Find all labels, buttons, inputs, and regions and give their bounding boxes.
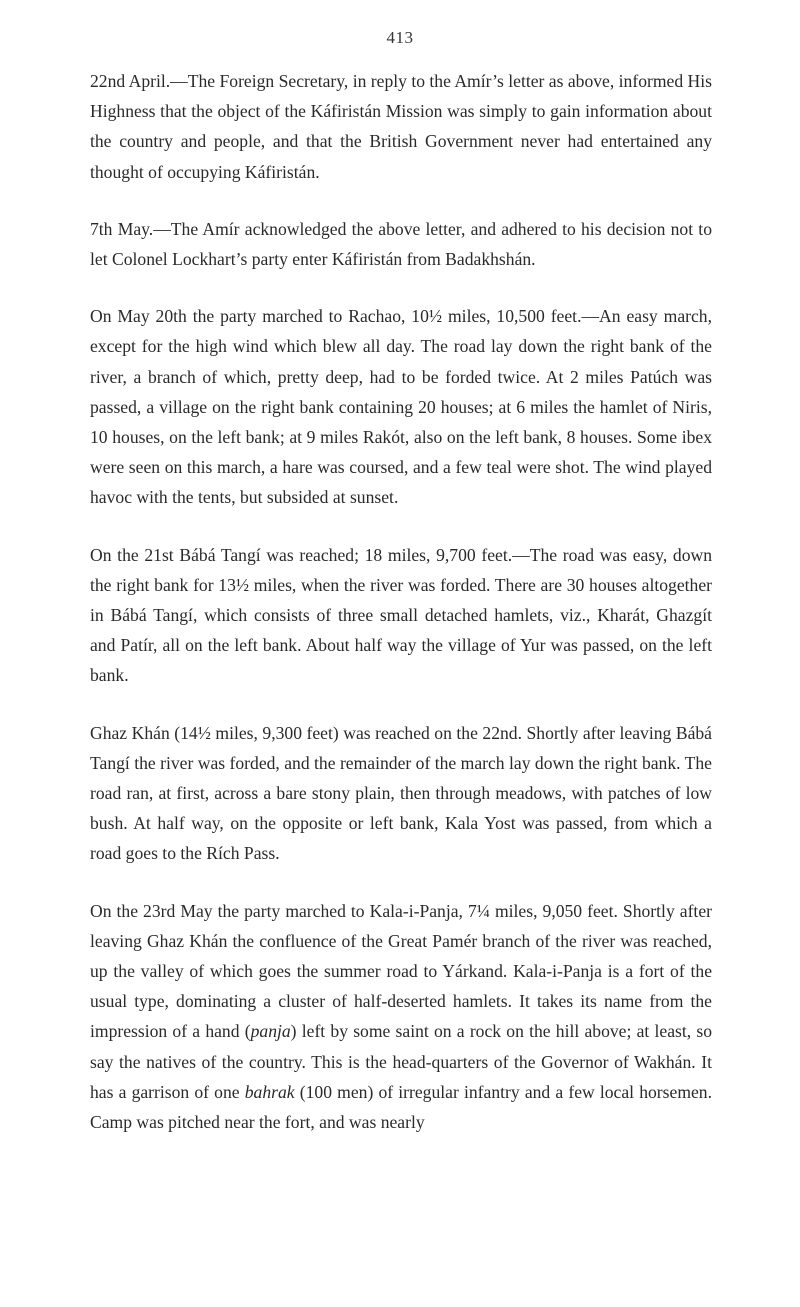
paragraph-may-23-part-1: On the 23rd May the party marched to Kala-i-Panja, 7¼ miles, 9,050 feet. Shortly after leaving Ghaz Khán the confluence of the Great Pamér branch of the river was reached, up the valley of which goes the summer road to Yárkand. Kala-i-Panja is a fort of the usual type, dominating a cluster of half-deserted hamlets. It takes its name from the impression of a hand ( xyxy=(90,900,712,1042)
paragraph-may-21: On the 21st Bábá Tangí was reached; 18 miles, 9,700 feet.—The road was easy, down the right bank for 13½ miles, when the river was forded. There are 30 houses altogether in Bábá Tangí, which consists of three small detached hamlets, viz., Kharát, Ghazgít and Patír, all on the left bank. About half way the village of Yur was passed, on the left bank. xyxy=(90,544,712,686)
paragraph-may-23 xyxy=(90,896,712,1138)
paragraph-may-23-part-3: (100 men) of irregular infantry and a few local horsemen. Camp was pitched near the fort, and was nearly xyxy=(90,1081,713,1133)
term-panja: panja xyxy=(250,1021,291,1042)
paragraph-april-22: 22nd April.—The Foreign Secretary, in reply to the Amír’s letter as above, informed His Highness that the object of the Káfiristán Mission was simply to gain information about the country and people, and that the British Government never had entertained any thought of occupying Káfiristán. xyxy=(90,71,712,182)
body-text xyxy=(90,66,712,1164)
page-number: 413 xyxy=(386,28,414,47)
term-bahrak: bahrak xyxy=(244,1081,295,1102)
paragraph-may-7: 7th May.—The Amír acknowledged the above letter, and adhered to his decision not to let Colonel Lockhart’s party enter Káfiristán from Badakhshán. xyxy=(90,218,712,270)
paragraph-may-23-part-2: ) left by some saint on a rock on the hill above; at least, so say the natives of the country. This is the head-quarters of the Governor of Wakhán. It has a garrison of one xyxy=(90,1021,712,1102)
paragraph-may-22: Ghaz Khán (14½ miles, 9,300 feet) was reached on the 22nd. Shortly after leaving Bábá Tangí the river was forded, and the remainder of the march lay down the right bank. The road ran, at first, across a bare stony plain, then through meadows, with patches of low bush. At half way, on the opposite or left bank, Kala Yost was passed, from which a road goes to the Rích Pass. xyxy=(90,722,712,864)
paragraph-may-20: On May 20th the party marched to Rachao, 10½ miles, 10,500 feet.—An easy march, except for the high wind which blew all day. The road lay down the right bank of the river, a branch of which, pretty deep, had to be forded twice. At 2 miles Patúch was passed, a village on the right bank containing 20 houses; at 6 miles the hamlet of Niris, 10 houses, on the left bank; at 9 miles Rakót, also on the left bank, 8 houses. Some ibex were seen on this march, a hare was coursed, and a few teal were shot. The wind played havoc with the tents, but subsided at sunset. xyxy=(90,306,712,508)
